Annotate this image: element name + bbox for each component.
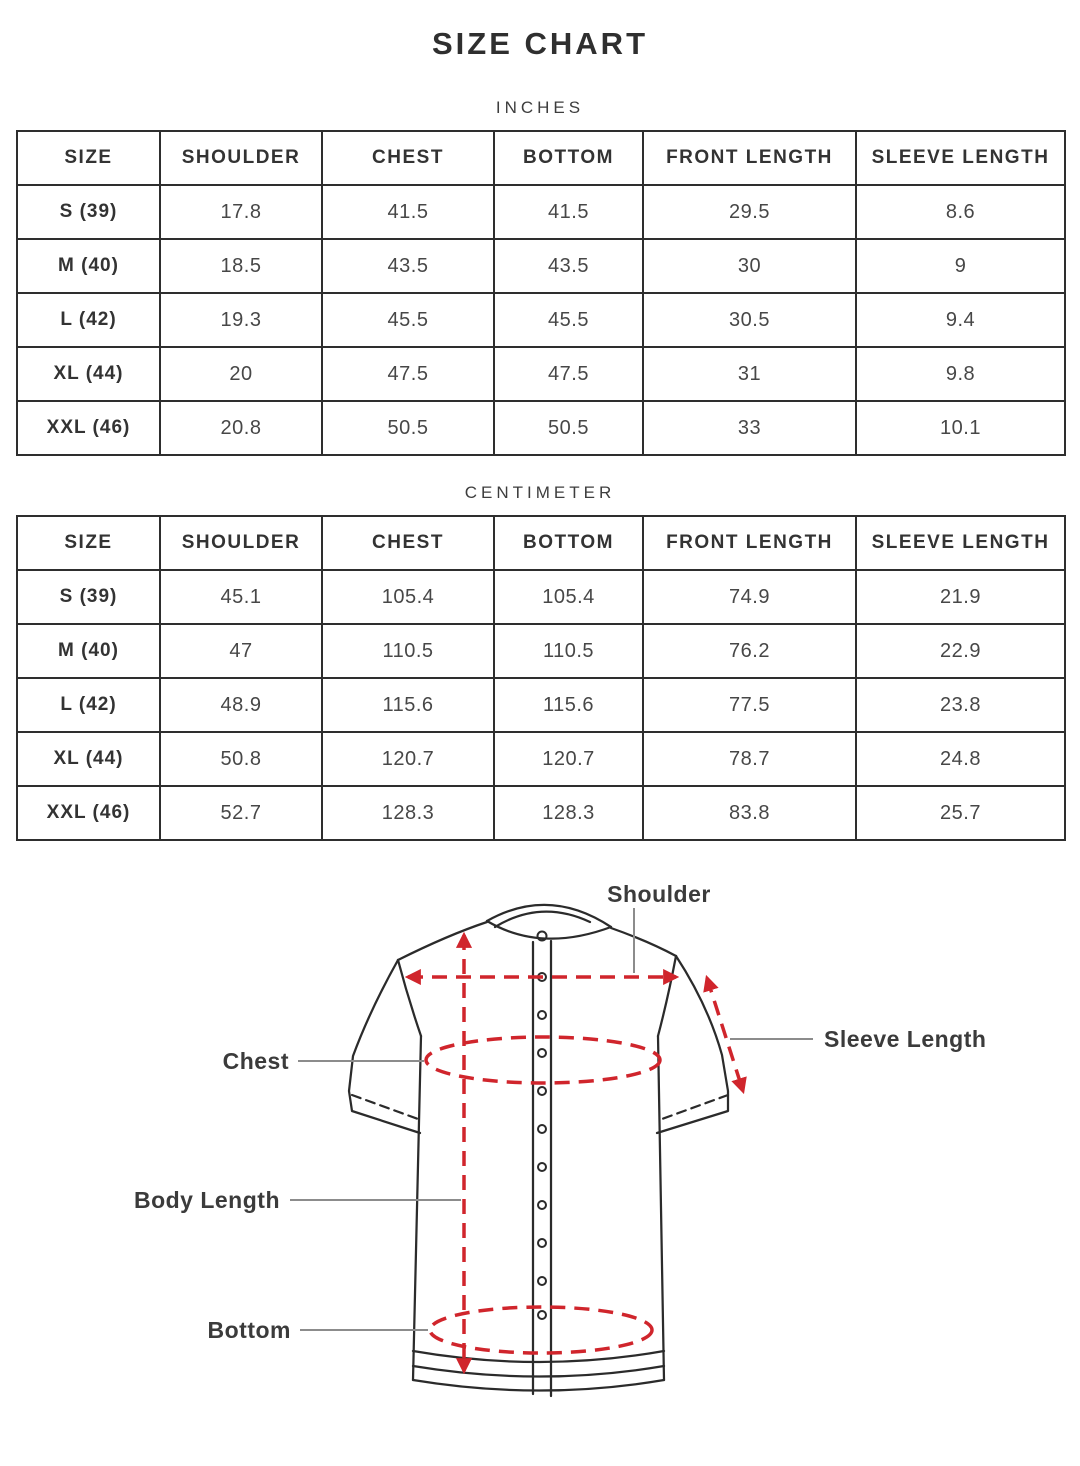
value-cell: 47.5: [322, 347, 494, 401]
value-cell: 43.5: [494, 239, 643, 293]
value-cell: 83.8: [643, 786, 856, 840]
left-shoulder-seam: [398, 922, 487, 960]
size-cell: L (42): [17, 678, 160, 732]
size-table-centimeter: [16, 515, 1066, 841]
page-title: SIZE CHART: [432, 26, 648, 61]
left-armhole-seam: [398, 960, 421, 1036]
chest-label: Chest: [222, 1048, 289, 1074]
value-cell: 10.1: [856, 401, 1065, 455]
shirt-measurement-diagram: [0, 863, 1080, 1423]
value-cell: 74.9: [643, 570, 856, 624]
value-cell: 30: [643, 239, 856, 293]
value-cell: 21.9: [856, 570, 1065, 624]
table-row: [17, 347, 1065, 401]
button: [538, 1087, 546, 1095]
value-cell: 22.9: [856, 624, 1065, 678]
button: [538, 1011, 546, 1019]
value-cell: 50.5: [494, 401, 643, 455]
column-header-bottom: BOTTOM: [494, 131, 643, 185]
left-body-edge: [413, 1036, 421, 1380]
value-cell: 18.5: [160, 239, 322, 293]
header-row: [17, 131, 1065, 185]
right-body-edge: [658, 1036, 664, 1380]
right-sleeve: [657, 956, 728, 1133]
left-cuff-stitch: [352, 1095, 418, 1119]
button: [538, 1125, 546, 1133]
size-cell: S (39): [17, 570, 160, 624]
value-cell: 8.6: [856, 185, 1065, 239]
size-cell: L (42): [17, 293, 160, 347]
shoulder-label: Shoulder: [607, 881, 711, 907]
collar-neckline: [487, 921, 611, 939]
value-cell: 76.2: [643, 624, 856, 678]
value-cell: 115.6: [322, 678, 494, 732]
right-armhole-seam: [658, 956, 676, 1036]
value-cell: 41.5: [494, 185, 643, 239]
value-cell: 78.7: [643, 732, 856, 786]
value-cell: 43.5: [322, 239, 494, 293]
sleeve-length-label: Sleeve Length: [824, 1026, 987, 1052]
value-cell: 20.8: [160, 401, 322, 455]
value-cell: 128.3: [322, 786, 494, 840]
button: [538, 1277, 546, 1285]
table-row: [17, 401, 1065, 455]
table-row: [17, 786, 1065, 840]
hem-top-line: [413, 1351, 664, 1362]
table-row: [17, 185, 1065, 239]
button: [538, 1163, 546, 1171]
value-cell: 45.5: [322, 293, 494, 347]
table-row: [17, 624, 1065, 678]
button: [538, 1239, 546, 1247]
value-cell: 31: [643, 347, 856, 401]
table-row: [17, 678, 1065, 732]
value-cell: 48.9: [160, 678, 322, 732]
value-cell: 29.5: [643, 185, 856, 239]
value-cell: 45.5: [494, 293, 643, 347]
size-table-inches: [16, 130, 1066, 456]
value-cell: 120.7: [322, 732, 494, 786]
column-header-shoulder: SHOULDER: [160, 131, 322, 185]
value-cell: 47.5: [494, 347, 643, 401]
value-cell: 110.5: [322, 624, 494, 678]
unit-label-centimeter: CENTIMETER: [464, 483, 616, 502]
value-cell: 30.5: [643, 293, 856, 347]
column-header-chest: CHEST: [322, 131, 494, 185]
size-cell: M (40): [17, 624, 160, 678]
measurement-diagram: [0, 863, 1080, 1428]
button: [538, 1049, 546, 1057]
value-cell: 41.5: [322, 185, 494, 239]
value-cell: 115.6: [494, 678, 643, 732]
hem-bottom-line: [413, 1380, 664, 1391]
button-placket: [538, 932, 547, 1320]
value-cell: 105.4: [494, 570, 643, 624]
value-cell: 19.3: [160, 293, 322, 347]
button: [538, 1311, 546, 1319]
value-cell: 17.8: [160, 185, 322, 239]
body-length-label: Body Length: [133, 1187, 280, 1213]
column-header-front-length: FRONT LENGTH: [643, 516, 856, 570]
size-chart-page: [0, 26, 1080, 1428]
value-cell: 9: [856, 239, 1065, 293]
value-cell: 25.7: [856, 786, 1065, 840]
column-header-sleeve-length: SLEEVE LENGTH: [856, 131, 1065, 185]
column-header-shoulder: SHOULDER: [160, 516, 322, 570]
value-cell: 128.3: [494, 786, 643, 840]
size-cell: S (39): [17, 185, 160, 239]
value-cell: 45.1: [160, 570, 322, 624]
table-row: [17, 732, 1065, 786]
collar-outer: [487, 905, 611, 927]
bottom-label: Bottom: [207, 1317, 291, 1343]
column-header-front-length: FRONT LENGTH: [643, 131, 856, 185]
size-cell: XL (44): [17, 732, 160, 786]
size-cell: XXL (46): [17, 401, 160, 455]
value-cell: 77.5: [643, 678, 856, 732]
size-cell: M (40): [17, 239, 160, 293]
value-cell: 23.8: [856, 678, 1065, 732]
hem-mid-line: [413, 1366, 664, 1377]
value-cell: 20: [160, 347, 322, 401]
measurement-marks: [408, 935, 743, 1371]
table-row: [17, 570, 1065, 624]
column-header-bottom: BOTTOM: [494, 516, 643, 570]
value-cell: 9.8: [856, 347, 1065, 401]
size-cell: XXL (46): [17, 786, 160, 840]
right-cuff-stitch: [662, 1095, 728, 1119]
value-cell: 110.5: [494, 624, 643, 678]
column-header-size: SIZE: [17, 131, 160, 185]
value-cell: 50.8: [160, 732, 322, 786]
table-row: [17, 293, 1065, 347]
value-cell: 105.4: [322, 570, 494, 624]
value-cell: 47: [160, 624, 322, 678]
collar-inner-fold: [495, 912, 590, 927]
chest-measure-ellipse: [426, 1037, 660, 1083]
header-row: [17, 516, 1065, 570]
right-shoulder-seam: [611, 928, 676, 956]
size-cell: XL (44): [17, 347, 160, 401]
value-cell: 120.7: [494, 732, 643, 786]
column-header-size: SIZE: [17, 516, 160, 570]
column-header-chest: CHEST: [322, 516, 494, 570]
button: [538, 1201, 546, 1209]
value-cell: 52.7: [160, 786, 322, 840]
value-cell: 50.5: [322, 401, 494, 455]
unit-label-inches: INCHES: [495, 98, 585, 117]
value-cell: 24.8: [856, 732, 1065, 786]
column-header-sleeve-length: SLEEVE LENGTH: [856, 516, 1065, 570]
value-cell: 9.4: [856, 293, 1065, 347]
value-cell: 33: [643, 401, 856, 455]
table-row: [17, 239, 1065, 293]
